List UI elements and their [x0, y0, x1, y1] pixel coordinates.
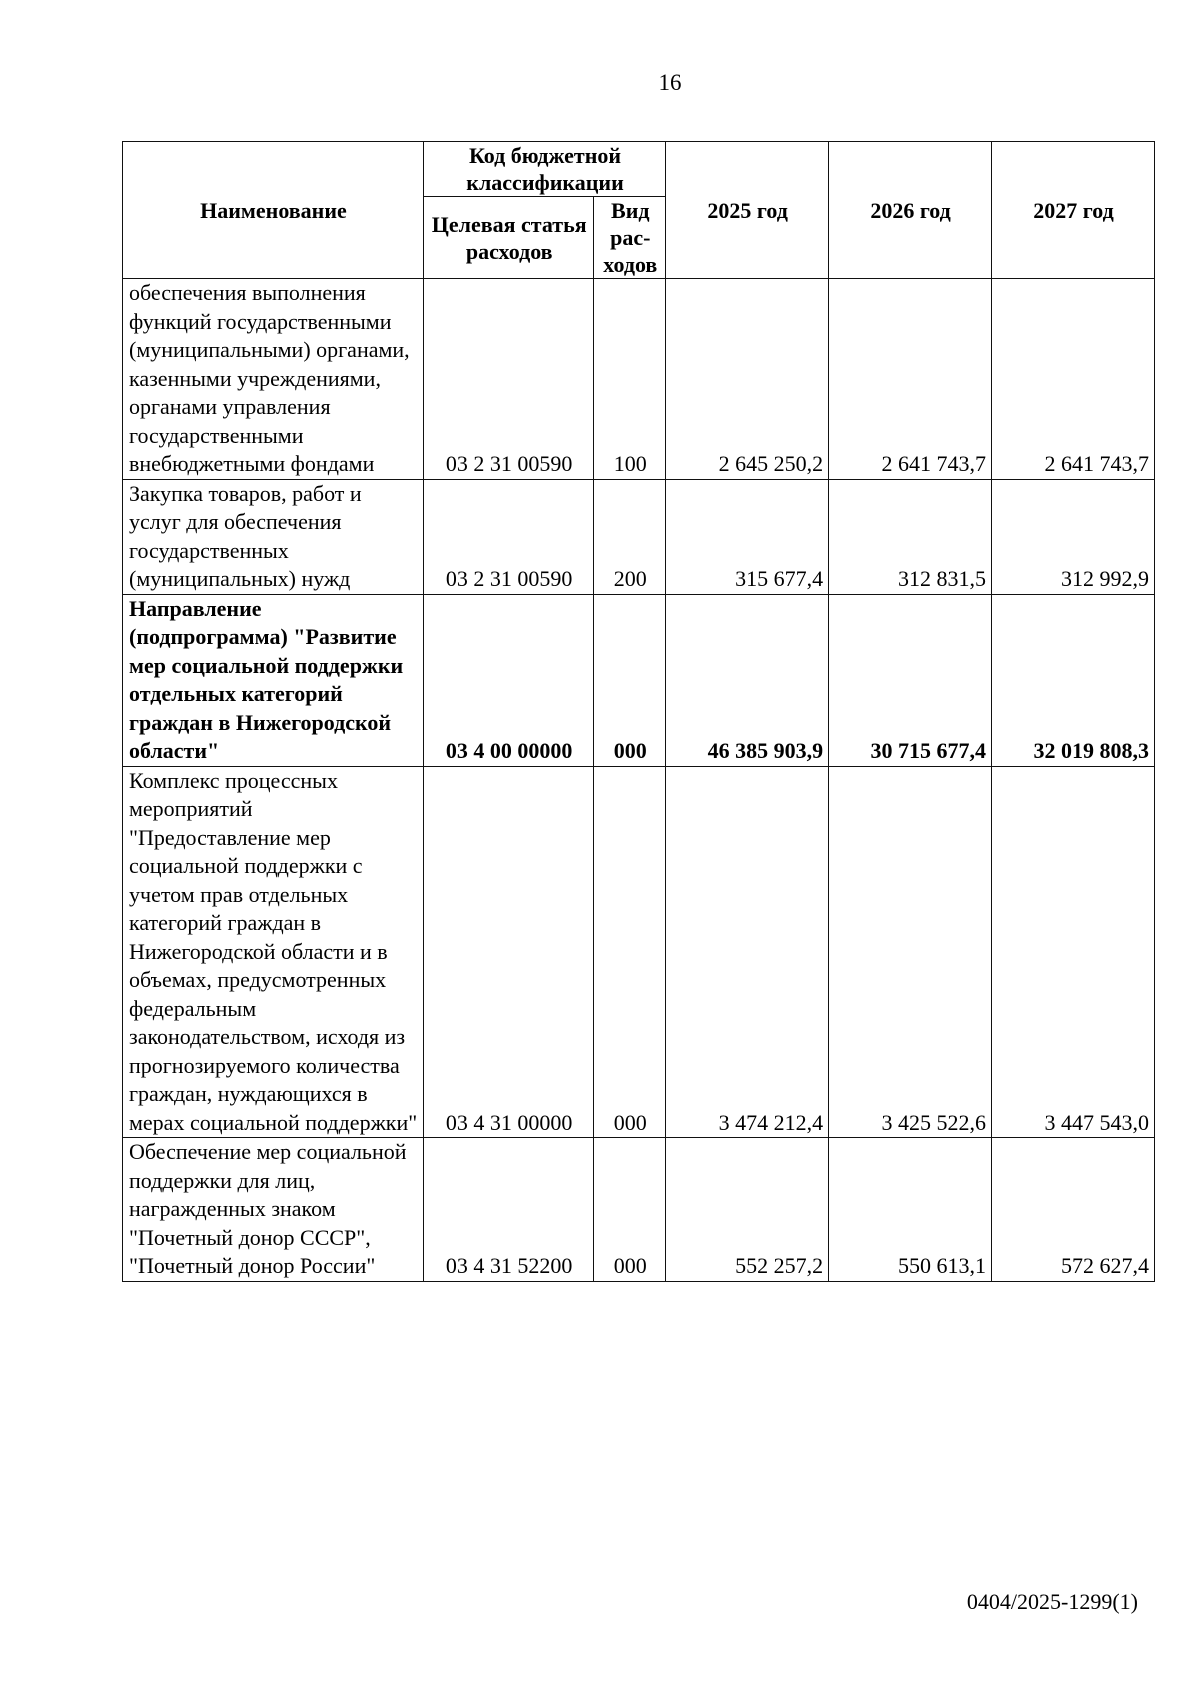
page-number: 16: [658, 70, 682, 95]
row-value-2026: 2 641 743,7: [829, 279, 992, 480]
header-name: Наименование: [123, 142, 424, 279]
header-2027: 2027 год: [992, 142, 1155, 279]
row-expense-type: 200: [594, 479, 666, 594]
header-expense-type: Вид рас-ходов: [594, 197, 666, 279]
row-name: Закупка товаров, работ и услуг для обеспечения государственных (муниципальных) нужд: [123, 479, 424, 594]
header-2026: 2026 год: [829, 142, 992, 279]
row-value-2026: 30 715 677,4: [829, 594, 992, 766]
row-value-2025: 552 257,2: [666, 1138, 829, 1282]
row-value-2027: 2 641 743,7: [992, 279, 1155, 480]
header-target-article: Целевая статья расходов: [423, 197, 594, 279]
row-name: Комплекс процессных мероприятий "Предоставление мер социальной поддержки с учетом прав отдельных категорий граждан в Нижегородской области и в объемах, предусмотренных федеральным законодательством, исходя из прогнозируемого количества граждан, нуждающихся в мерах социальной поддержки": [123, 766, 424, 1138]
row-target-code: 03 2 31 00590: [423, 479, 594, 594]
budget-table: [122, 141, 1155, 1282]
row-value-2026: 550 613,1: [829, 1138, 992, 1282]
row-value-2027: 32 019 808,3: [992, 594, 1155, 766]
row-expense-type: 000: [594, 766, 666, 1138]
row-value-2025: 2 645 250,2: [666, 279, 829, 480]
header-code-group: Код бюджетной классификации: [423, 142, 665, 197]
row-value-2025: 315 677,4: [666, 479, 829, 594]
row-target-code: 03 2 31 00590: [423, 279, 594, 480]
header-row-top: [123, 142, 1155, 197]
row-value-2026: 312 831,5: [829, 479, 992, 594]
row-value-2025: 3 474 212,4: [666, 766, 829, 1138]
row-value-2026: 3 425 522,6: [829, 766, 992, 1138]
row-target-code: 03 4 00 00000: [423, 594, 594, 766]
row-value-2027: 572 627,4: [992, 1138, 1155, 1282]
table-row: [123, 279, 1155, 480]
row-expense-type: 000: [594, 1138, 666, 1282]
document-registration-code: 0404/2025-1299(1): [966, 1589, 1138, 1614]
table-row: [123, 1138, 1155, 1282]
table-row: [123, 479, 1155, 594]
row-target-code: 03 4 31 52200: [423, 1138, 594, 1282]
row-value-2027: 3 447 543,0: [992, 766, 1155, 1138]
row-expense-type: 100: [594, 279, 666, 480]
row-target-code: 03 4 31 00000: [423, 766, 594, 1138]
row-value-2025: 46 385 903,9: [666, 594, 829, 766]
table-row: [123, 766, 1155, 1138]
row-expense-type: 000: [594, 594, 666, 766]
row-name: обеспечения выполнения функций государственными (муниципальными) органами, казенными учреждениями, органами управления государственными внебюджетными фондами: [123, 279, 424, 480]
header-2025: 2025 год: [666, 142, 829, 279]
row-name: Обеспечение мер социальной поддержки для лиц, награжденных знаком "Почетный донор СССР", "Почетный донор России": [123, 1138, 424, 1282]
table-row-subprogram: [123, 594, 1155, 766]
row-value-2027: 312 992,9: [992, 479, 1155, 594]
row-name: Направление (подпрограмма) "Развитие мер социальной поддержки отдельных категорий граждан в Нижегородской области": [123, 594, 424, 766]
